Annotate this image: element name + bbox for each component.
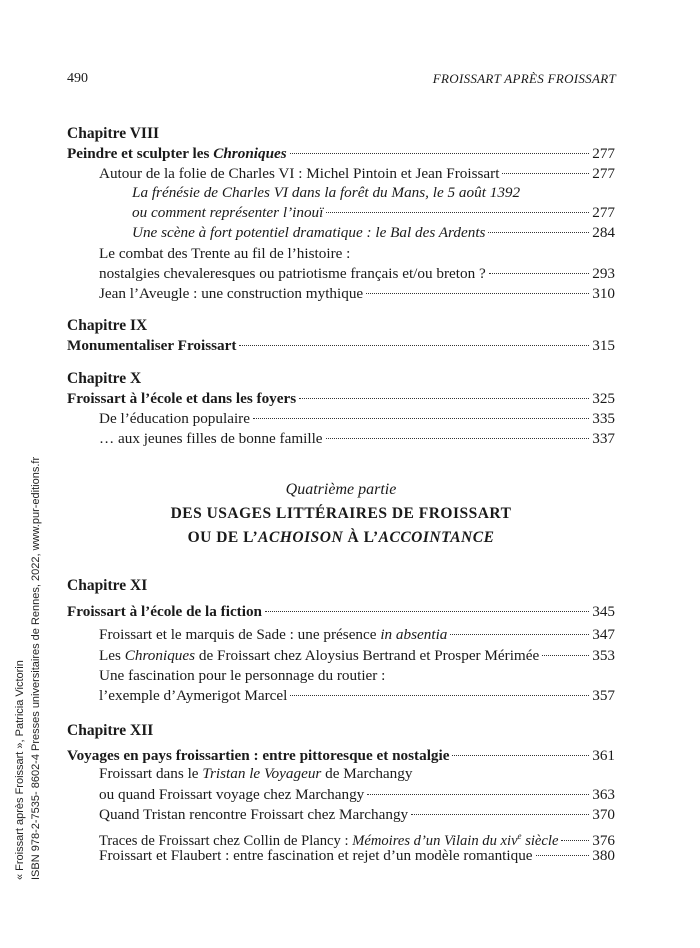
toc-text: Chapitre X <box>67 370 142 387</box>
toc-entry <box>67 686 615 706</box>
dot-leader <box>450 634 589 635</box>
part-title-line1: DES USAGES LITTÉRAIRES DE FROISSART <box>170 505 512 522</box>
dot-leader <box>290 695 589 696</box>
toc-entry <box>67 764 615 784</box>
toc-text: de Froissart chez Aloysius Bertrand et Prosper Mérimée <box>195 647 540 664</box>
dot-leader <box>299 398 589 399</box>
dot-leader <box>502 173 589 174</box>
dot-leader <box>411 814 589 815</box>
toc-text: Froissart à l’école de la fiction <box>67 603 262 620</box>
page-ref: 335 <box>592 410 615 427</box>
toc-text: Mémoires d’un Vilain du xiv <box>352 832 518 849</box>
part-label: Quatrième partie <box>285 481 397 498</box>
toc-entry <box>67 284 615 304</box>
page-ref: 310 <box>592 285 615 302</box>
toc-text: La frénésie de Charles VI dans la forêt du Mans, le 5 août 1392 <box>132 184 521 201</box>
toc-text: Jean l’Aveugle : une construction mythique <box>99 285 364 302</box>
dot-leader <box>326 438 590 439</box>
dot-leader <box>253 418 589 419</box>
toc-text: Autour de la folie de Charles VI : Michel Pintoin et Jean Froissart <box>99 165 500 182</box>
page-ref: 337 <box>592 430 615 447</box>
toc-entry <box>67 646 615 666</box>
page-ref: 380 <box>592 847 615 864</box>
chapter-heading <box>67 316 147 336</box>
toc-entry <box>67 846 615 866</box>
dot-leader <box>489 273 589 274</box>
chapter-heading <box>67 369 141 389</box>
toc-entry <box>67 164 615 184</box>
dot-leader <box>239 345 589 346</box>
page-ref: 370 <box>592 806 615 823</box>
dot-leader <box>488 232 589 233</box>
toc-text: Une scène à fort potentiel dramatique : le Bal des Ardents <box>132 224 486 241</box>
toc-text: Chroniques <box>124 647 196 664</box>
toc-text: nostalgies chevaleresques ou patriotisme français et/ou breton ? <box>99 265 486 282</box>
toc-text: Peindre et sculpter les <box>67 145 214 162</box>
toc-text: Les <box>99 647 125 664</box>
toc-text: Froissart et Flaubert : entre fascination et rejet d’un modèle romantique <box>99 847 533 864</box>
page-ref: 347 <box>592 626 615 643</box>
page-ref: 353 <box>592 647 615 664</box>
chapter-heading <box>67 576 147 596</box>
chapter-title-entry <box>67 602 615 622</box>
running-title: FROISSART APRÈS FROISSART <box>432 71 616 86</box>
chapter-title-entry <box>67 144 615 164</box>
page-ref: 361 <box>592 747 615 764</box>
page-ref: 277 <box>592 145 615 162</box>
chapter-heading <box>67 124 159 144</box>
toc-text: Une fascination pour le personnage du routier : <box>99 667 386 684</box>
toc-text: Monumentaliser Froissart <box>67 337 237 354</box>
dot-leader <box>290 153 590 154</box>
toc-entry <box>67 625 615 645</box>
page-ref: 277 <box>592 165 615 182</box>
chapter-title-entry <box>67 336 615 356</box>
toc-entry <box>67 223 615 243</box>
toc-entry <box>67 666 615 686</box>
chapter-heading <box>67 721 153 741</box>
side-note-line2: ISBN 978-2-7535- 8602-4 Presses universitaires de Rennes, 2022, www.pur-editions.fr <box>30 456 42 880</box>
chapter-title-entry <box>67 746 615 766</box>
toc-text: l’exemple d’Aymerigot Marcel <box>99 687 288 704</box>
page-ref: 345 <box>592 603 615 620</box>
dot-leader <box>326 212 589 213</box>
side-note-line1: « Froissart après Froissart », Patricia Victorin <box>14 660 26 880</box>
toc-entry <box>67 785 615 805</box>
toc-entry <box>67 805 615 825</box>
toc-text: Quand Tristan rencontre Froissart chez Marchangy <box>99 806 409 823</box>
toc-text: e <box>517 831 522 841</box>
page-ref: 284 <box>592 224 615 241</box>
dot-leader <box>542 655 589 656</box>
toc-entry <box>67 183 615 203</box>
dot-leader <box>366 293 589 294</box>
toc-text: … aux jeunes filles de bonne famille <box>99 430 323 447</box>
toc-entry <box>67 429 615 449</box>
toc-text: De l’éducation populaire <box>99 410 250 427</box>
dot-leader <box>265 611 589 612</box>
page-number: 490 <box>67 71 88 86</box>
toc-text: Chroniques <box>213 145 287 162</box>
toc-entry <box>67 409 615 429</box>
toc-text: Chapitre IX <box>67 317 148 334</box>
toc-text: Le combat des Trente au fil de l’histoire : <box>99 245 351 262</box>
dot-leader <box>561 840 589 841</box>
page-ref: 315 <box>592 337 615 354</box>
dot-leader <box>452 755 589 756</box>
toc-text: ou quand Froissart voyage chez Marchangy <box>99 786 365 803</box>
toc-text: Chapitre VIII <box>67 125 160 142</box>
page-ref: 293 <box>592 265 615 282</box>
page-ref: 325 <box>592 390 615 407</box>
page-ref: 363 <box>592 786 615 803</box>
toc-text: Chapitre XI <box>67 577 148 594</box>
toc-text: Tristan le Voyageur <box>202 765 322 782</box>
side-copyright-note <box>12 457 44 880</box>
dot-leader <box>536 855 590 856</box>
toc-entry <box>67 244 615 264</box>
toc-text: Froissart à l’école et dans les foyers <box>67 390 297 407</box>
part-title-line2: OU DE L’ACHOISON À L’ACCOINTANCE <box>187 529 495 546</box>
toc-text: ou comment représenter l’inouï <box>132 204 324 221</box>
toc-text: Chapitre XII <box>67 722 154 739</box>
page-ref: 357 <box>592 687 615 704</box>
toc-text: Froissart et le marquis de Sade : une présence <box>99 626 381 643</box>
chapter-title-entry <box>67 389 615 409</box>
toc-text: in absentia <box>380 626 448 643</box>
page-ref: 376 <box>592 831 615 849</box>
toc-text: Voyages en pays froissartien : entre pittoresque et nostalgie <box>67 747 450 764</box>
toc-text: Traces de Froissart chez Collin de Plancy : <box>99 832 353 849</box>
toc-entry <box>67 264 615 284</box>
dot-leader <box>367 794 589 795</box>
page-ref: 277 <box>592 204 615 221</box>
toc-text: de Marchangy <box>321 765 413 782</box>
toc-entry <box>67 203 615 223</box>
toc-text: siècle <box>521 832 559 849</box>
toc-text: Froissart dans le <box>99 765 203 782</box>
